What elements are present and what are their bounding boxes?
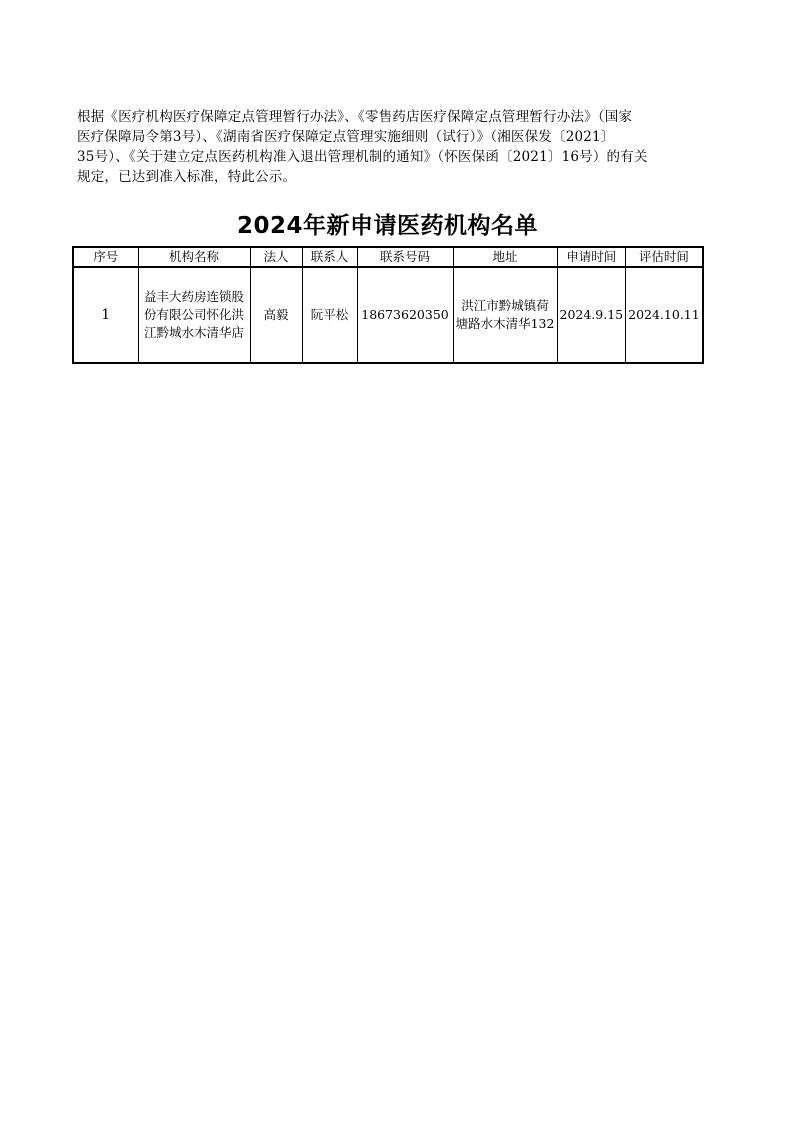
page-title: 2024年新申请医药机构名单 <box>236 213 538 239</box>
header-legal-person: 法人 <box>250 247 302 267</box>
intro-line-2: 医疗保障局令第3号）、《湖南省医疗保障定点管理实施细则（试行）》（湘医保发〔2021〕 <box>77 129 615 145</box>
cell-phone: 18673620350 <box>357 267 453 363</box>
header-phone: 联系号码 <box>357 247 453 267</box>
intro-line-4: 规定，已达到准入标准，特此公示。 <box>77 169 297 185</box>
cell-eval-date: 2024.10.11 <box>626 267 703 363</box>
cell-institution-name: 益丰大药房连锁股份有限公司怀化洪江黔城水木清华店 <box>138 267 250 363</box>
header-address: 地址 <box>453 247 557 267</box>
header-eval-date: 评估时间 <box>626 247 703 267</box>
table-row <box>73 267 703 363</box>
header-apply-date: 申请时间 <box>557 247 626 267</box>
cell-index: 1 <box>73 267 138 363</box>
cell-legal-person: 高毅 <box>250 267 302 363</box>
table-header-row <box>73 247 703 267</box>
intro-line-3: 35号）、《关于建立定点医药机构准入退出管理机制的通知》（怀医保函〔2021〕16号）的有关 <box>77 149 648 165</box>
intro-line-1: 根据《医疗机构医疗保障定点管理暂行办法》、《零售药店医疗保障定点管理暂行办法》（国家 <box>77 109 633 125</box>
header-index: 序号 <box>73 247 138 267</box>
cell-address: 洪江市黔城镇荷塘路水木清华132 <box>453 267 557 363</box>
cell-apply-date: 2024.9.15 <box>557 267 626 363</box>
header-institution-name: 机构名称 <box>138 247 250 267</box>
institution-table <box>72 246 704 364</box>
intro-paragraph <box>77 107 697 187</box>
cell-contact: 阮平松 <box>302 267 357 363</box>
header-contact: 联系人 <box>302 247 357 267</box>
